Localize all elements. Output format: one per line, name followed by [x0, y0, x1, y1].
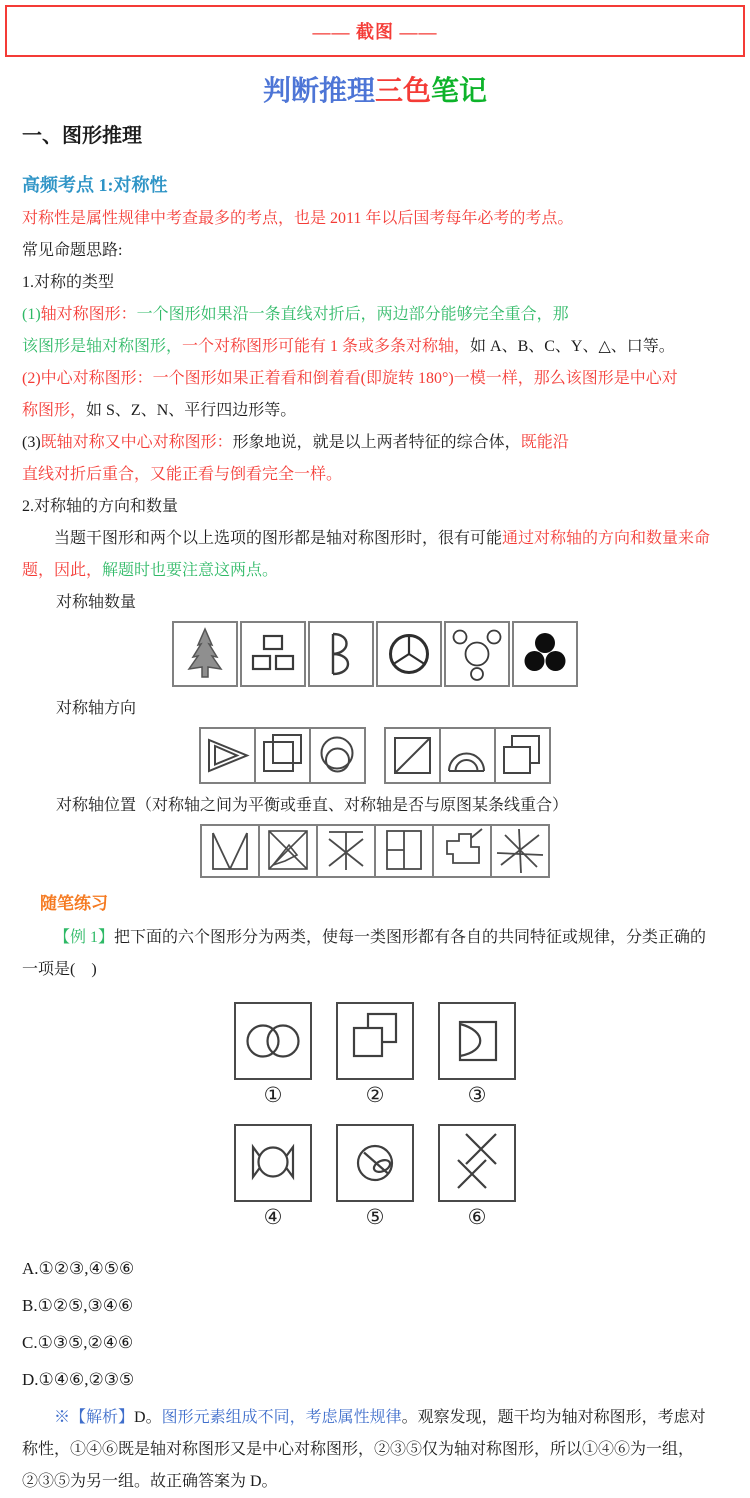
figure-cell: [199, 727, 256, 784]
text-segment: 轴对称图形：: [40, 306, 137, 323]
text-segment: 图形元素组成不同，考虑属性规律: [161, 1409, 402, 1426]
answer-options: [22, 1250, 728, 1398]
figure-cell: [512, 621, 578, 687]
line-intro: [22, 203, 728, 235]
text-segment: 对称轴方向: [56, 700, 137, 717]
line-star-icon: [492, 826, 548, 876]
text-segment: ②③⑤为另一组。故正确答案为 D。: [22, 1473, 278, 1490]
question-label: ③: [467, 1083, 487, 1107]
question-label: ①: [263, 1083, 283, 1107]
figure-group: [384, 727, 551, 784]
text-segment: 一个图形如果沿一条直线对折后，两边部分能够完全重合，那: [136, 306, 569, 323]
caption-axis-position: [22, 790, 728, 822]
figure-cell: [376, 621, 442, 687]
text-segment: 一项是( ): [22, 961, 97, 978]
text-segment: 【例 1】: [54, 929, 115, 946]
question-item: [336, 1124, 414, 1230]
arc-square-icon: [440, 1004, 514, 1078]
screenshot-banner: [5, 5, 745, 57]
figure-cell: [172, 621, 238, 687]
line-axis-direction-heading: [22, 491, 728, 523]
kite-diagonals-icon: [260, 826, 316, 876]
figure-group: [199, 727, 366, 784]
question-label: ⑥: [467, 1205, 487, 1229]
text-segment: 随笔练习: [40, 894, 108, 913]
symmetry-position-figure-row: [0, 824, 750, 878]
caption-axis-direction: [22, 693, 728, 725]
square-with-diagonal-icon: [386, 729, 439, 782]
text-segment: 既轴对称又中心对称图形：: [40, 434, 233, 451]
figure-cell: [316, 824, 376, 878]
analysis-text: [22, 1402, 728, 1498]
question-box: [336, 1124, 414, 1202]
option-d: [22, 1361, 728, 1398]
text-segment: 称图形，: [22, 402, 87, 419]
nested-triangles-icon: [201, 729, 254, 782]
question-figure-row-2: [0, 1124, 750, 1230]
figure-cell: [384, 727, 441, 784]
question-item: [234, 1002, 312, 1108]
text-segment: 该图形是轴对称图形，: [22, 338, 183, 355]
option-b: [22, 1287, 728, 1324]
split-square-icon: [376, 826, 432, 876]
line-analysis-2: [22, 1434, 728, 1466]
tree-icon: [174, 623, 236, 685]
pin-character-icon: [242, 623, 304, 685]
title-part-blue: 判断推理: [262, 76, 375, 107]
figure-cell: [494, 727, 551, 784]
line-axis-note-1: [22, 523, 728, 555]
tri-spoke-wheel-icon: [378, 623, 440, 685]
title-part-green: 笔记: [431, 76, 488, 107]
figure-cell: [444, 621, 510, 687]
caption-wrap: [22, 790, 728, 822]
example-text: [22, 922, 728, 986]
question-label: ⑤: [365, 1205, 385, 1229]
figure-cell: [439, 727, 496, 784]
text-segment: 1.对称的类型: [22, 274, 115, 291]
nested-circles-icon: [311, 729, 364, 782]
title-part-red: 三色: [374, 76, 431, 107]
question-label: ②: [365, 1083, 385, 1107]
question-figure-row-1: [0, 1002, 750, 1108]
text-segment: 解题时也要注意这两点。: [102, 562, 279, 579]
topic-heading: 高频考点 1:对称性: [22, 175, 168, 195]
line-axis-note-2: [22, 555, 728, 587]
line-central-symmetry-1: [22, 363, 728, 395]
line-analysis-3: [22, 1466, 728, 1498]
text-segment: 常见命题思路:: [22, 242, 123, 259]
question-box: [336, 1002, 414, 1080]
option-a: [22, 1250, 728, 1287]
text-segment: 如 S、Z、N、平行四边形等。: [86, 402, 297, 419]
line-axial-symmetry-1: [22, 299, 728, 331]
line-both-symmetry-2: [22, 459, 728, 491]
symmetry-count-figure-row: [0, 621, 750, 687]
circle-cluster-icon: [446, 623, 508, 685]
text-segment: 称性，①④⑥既是轴对称图形又是中心对称图形，②③⑤仅为轴对称图形，所以①④⑥为一组，: [22, 1441, 695, 1458]
text-segment: 如 A、B、C、Y、△、口等。: [470, 338, 675, 355]
line-both-symmetry-1: [22, 427, 728, 459]
text-segment: 对称轴位置（对称轴之间为平衡或垂直、对称轴是否与原图某条线重合）: [56, 797, 569, 814]
text-segment: 对称性是属性规律中考查最多的考点，也是 2011 年以后国考每年必考的考点。: [22, 210, 574, 227]
caption-axis-count: [22, 587, 728, 619]
practice-heading: [22, 892, 728, 916]
text-segment: 当题干图形和两个以上选项的图形都是轴对称图形时，很有可能: [54, 530, 503, 547]
text-segment: 形象地说，就是以上两者特征的综合体，: [232, 434, 521, 451]
stair-flag-icon: [434, 826, 490, 876]
text-segment: 2.对称轴的方向和数量: [22, 498, 179, 515]
question-item: [438, 1124, 516, 1230]
letter-b-icon: [310, 623, 372, 685]
figure-cell: [200, 824, 260, 878]
text-segment: A.①②③,④⑤⑥: [22, 1259, 135, 1278]
text-segment: 既能沿: [520, 434, 569, 451]
line-example-1: [22, 922, 728, 954]
text-segment: D。: [134, 1409, 162, 1426]
figure-cell: [490, 824, 550, 878]
question-item: [234, 1124, 312, 1230]
page-title: [0, 75, 750, 109]
question-box: [234, 1124, 312, 1202]
text-segment: 通过对称轴的方向和数量来命: [502, 530, 711, 547]
figure-cell: [432, 824, 492, 878]
venn-circles-icon: [236, 1004, 310, 1078]
line-example-2: [22, 954, 728, 986]
notes-body: [22, 203, 728, 619]
text-segment: 对称轴数量: [56, 594, 137, 611]
star-cross-icon: [318, 826, 374, 876]
option-c: [22, 1324, 728, 1361]
text-segment: B.①②⑤,③④⑥: [22, 1296, 134, 1315]
line-analysis-1: [22, 1402, 728, 1434]
text-segment: 题，因此，: [22, 562, 103, 579]
question-box: [438, 1124, 516, 1202]
banner-label: —— 截图 ——: [312, 22, 438, 42]
text-segment: C.①③⑤,②④⑥: [22, 1333, 134, 1352]
open-box-v-icon: [202, 826, 258, 876]
line-symmetry-types: [22, 267, 728, 299]
text-segment: 直线对折后重合，又能正看与倒看完全一样。: [22, 466, 343, 483]
figure-cell: [308, 621, 374, 687]
offset-squares-icon: [496, 729, 549, 782]
line-axial-symmetry-2: [22, 331, 728, 363]
question-label: ④: [263, 1205, 283, 1229]
line-common-ideas: [22, 235, 728, 267]
candy-icon: [236, 1126, 310, 1200]
text-segment: 一个对称图形可能有 1 条或多条对称轴，: [182, 338, 471, 355]
text-segment: 把下面的六个图形分为两类，使每一类图形都有各自的共同特征或规律，分类正确的: [114, 929, 707, 946]
text-segment: (2)中心对称图形：一个图形如果正着看和倒着看(即旋转 180°)一模一样，那么该图形是中心对: [22, 370, 678, 387]
section-heading: 一、图形推理: [22, 125, 142, 147]
question-box: [234, 1002, 312, 1080]
text-segment: 。观察发现，题干均为轴对称图形，考虑对: [401, 1409, 706, 1426]
figure-cell: [254, 727, 311, 784]
figure-cell: [374, 824, 434, 878]
double-x-icon: [440, 1126, 514, 1200]
question-item: [336, 1002, 414, 1108]
text-segment: (3): [22, 434, 41, 451]
caption-wrap: [22, 693, 728, 725]
clover-icon: [514, 623, 576, 685]
overlapped-squares-icon: [256, 729, 309, 782]
text-segment: ※【解析】: [54, 1409, 135, 1426]
figure-cell: [309, 727, 366, 784]
chord-circle-icon: [338, 1126, 412, 1200]
text-segment: D.①④⑥,②③⑤: [22, 1370, 135, 1389]
question-item: [438, 1002, 516, 1108]
line-central-symmetry-2: [22, 395, 728, 427]
stacked-squares-icon: [338, 1004, 412, 1078]
question-box: [438, 1002, 516, 1080]
text-segment: (1): [22, 306, 41, 323]
figure-cell: [258, 824, 318, 878]
symmetry-direction-figure-row: [0, 727, 750, 784]
nested-arches-icon: [441, 729, 494, 782]
figure-cell: [240, 621, 306, 687]
